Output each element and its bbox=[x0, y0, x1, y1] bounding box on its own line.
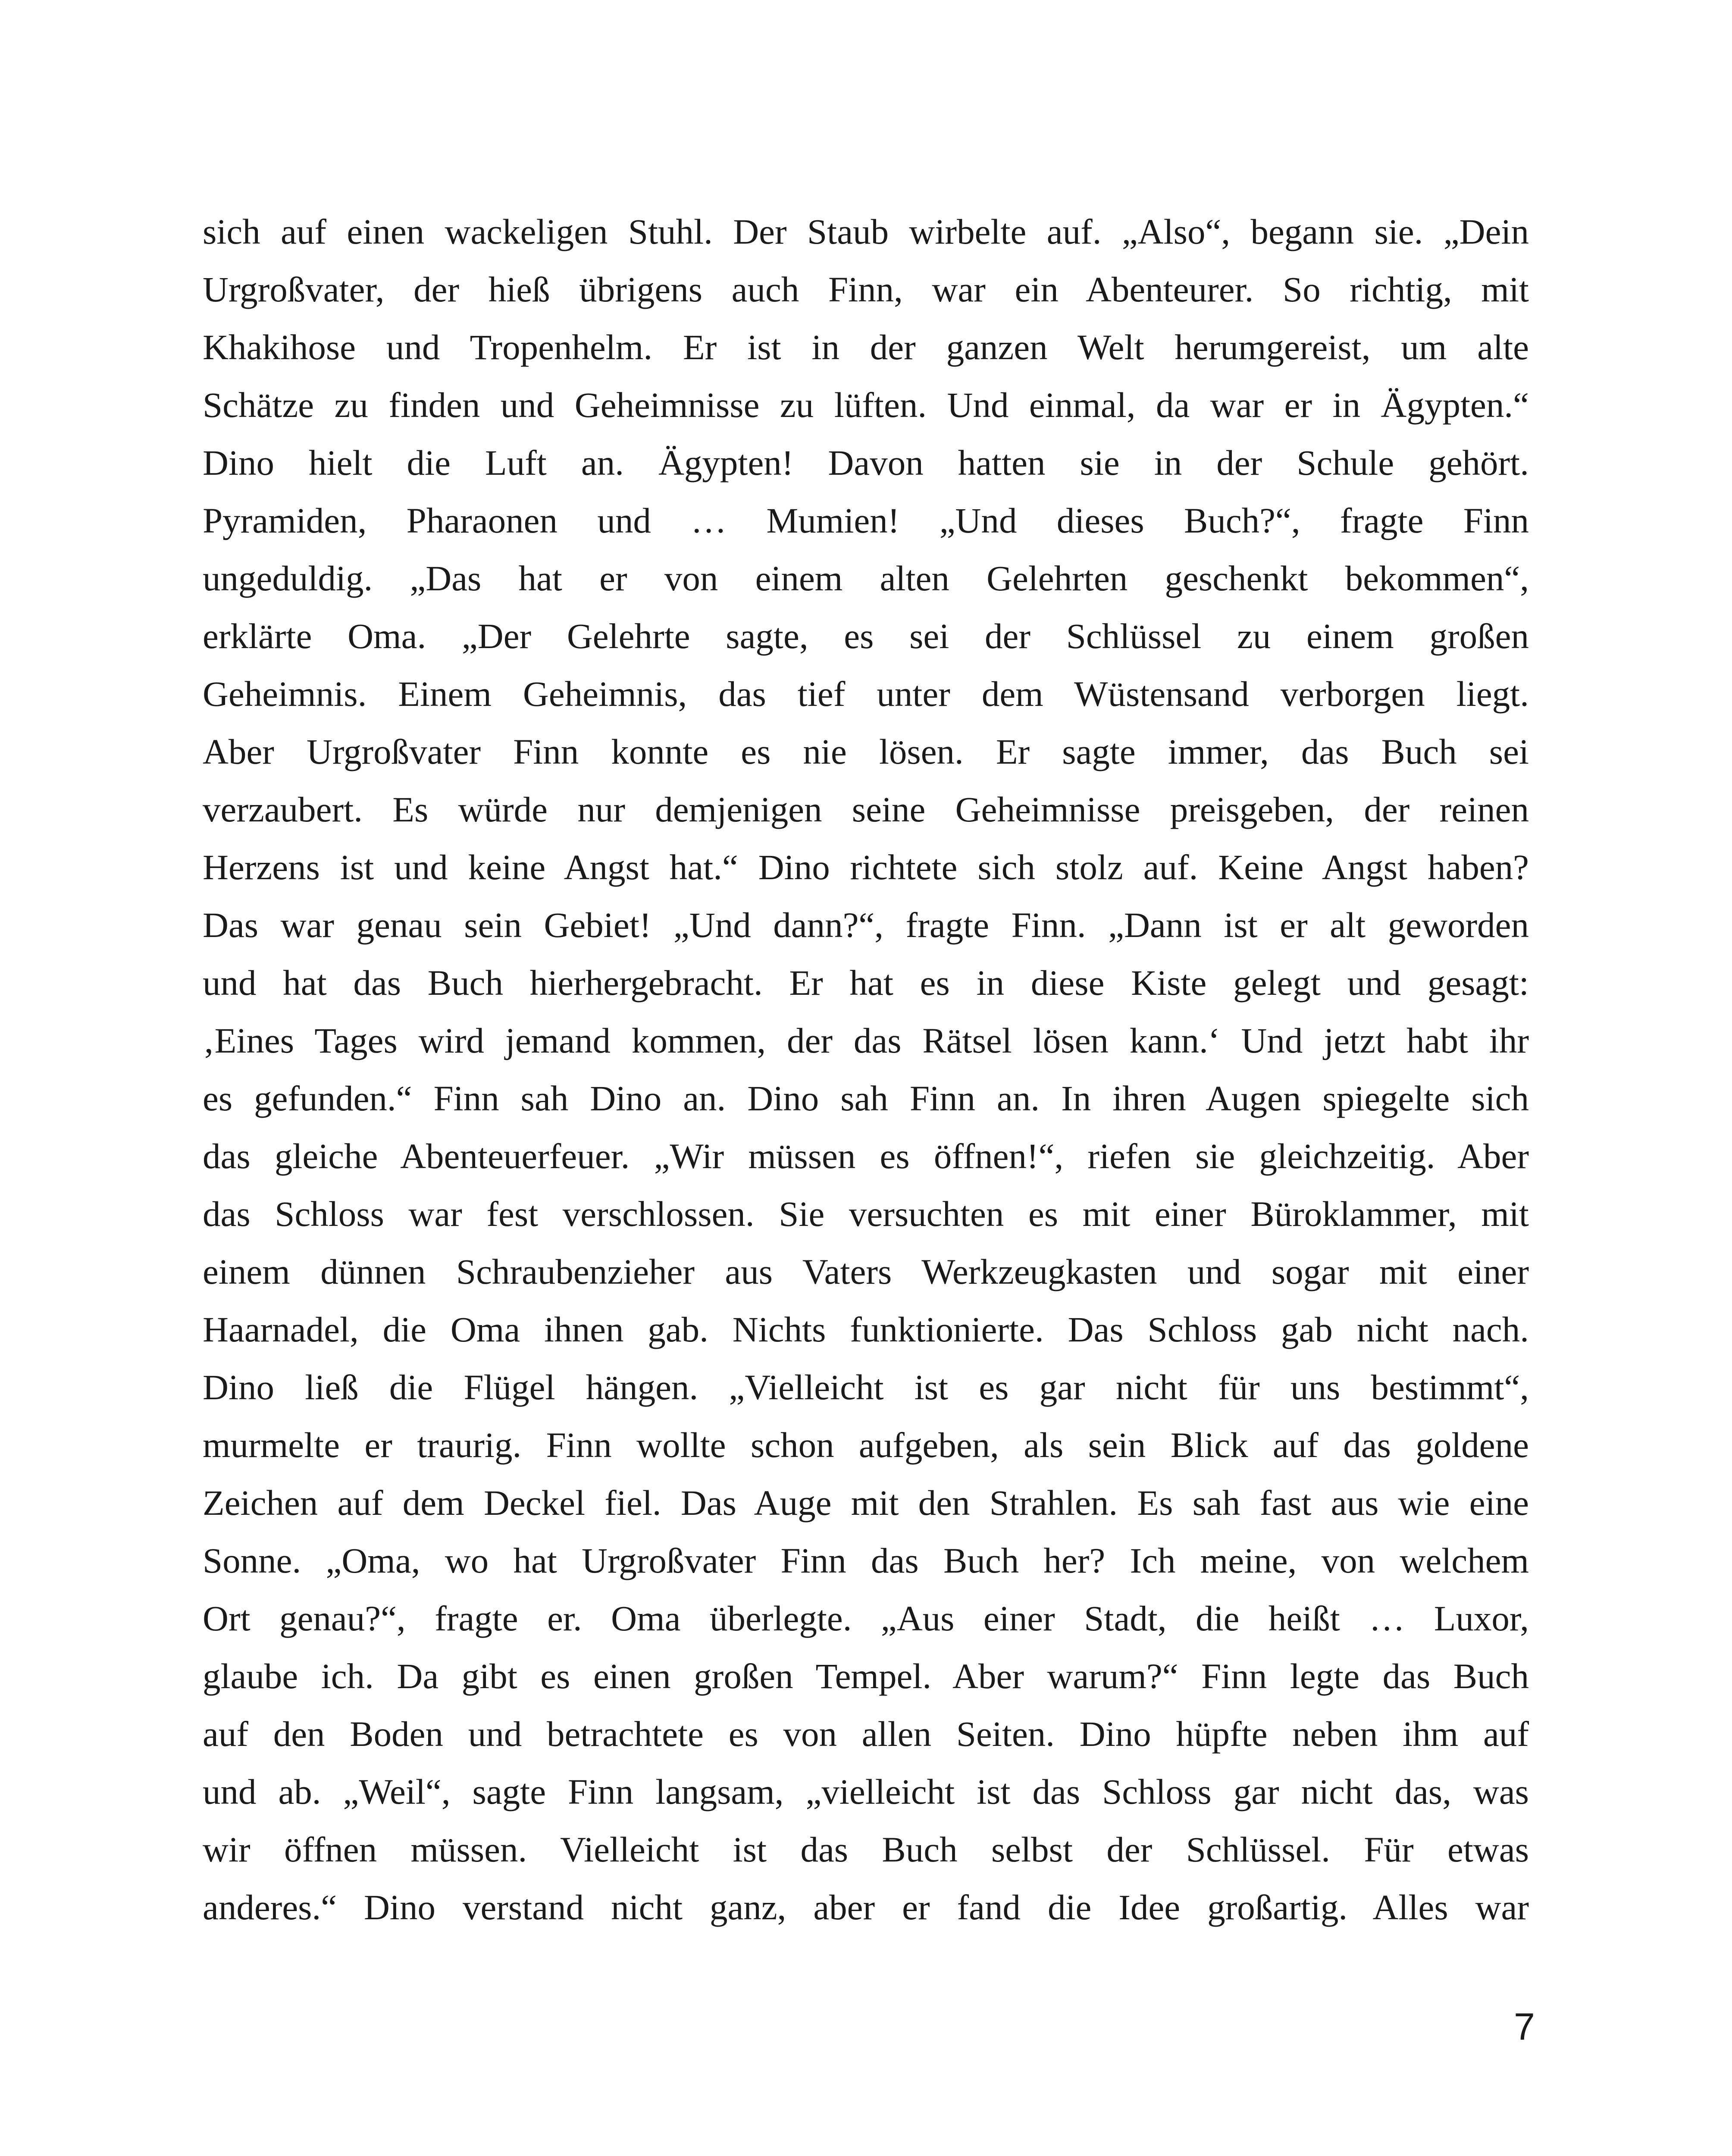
text-line: Schätze zu finden und Geheimnisse zu lüften. Und einmal, da war er in Ägypten.“ bbox=[203, 385, 1529, 425]
text-line: Pyramiden, Pharaonen und … Mumien! „Und dieses Buch?“, fragte Finn bbox=[203, 501, 1529, 540]
text-line: und ab. „Weil“, sagte Finn langsam, „vielleicht ist das Schloss gar nicht das, was bbox=[203, 1772, 1529, 1811]
text-line: ‚Eines Tages wird jemand kommen, der das Rätsel lösen kann.‘ Und jetzt habt ihr bbox=[203, 1021, 1529, 1060]
page-number: 7 bbox=[1514, 2005, 1535, 2048]
text-line: Dino ließ die Flügel hängen. „Vielleicht ist es gar nicht für uns bestimmt“, bbox=[203, 1367, 1529, 1407]
text-line: es gefunden.“ Finn sah Dino an. Dino sah Finn an. In ihren Augen spiegelte sich bbox=[203, 1078, 1529, 1118]
text-line: Khakihose und Tropenhelm. Er ist in der ganzen Welt herumgereist, um alte bbox=[203, 327, 1529, 367]
text-line: glaube ich. Da gibt es einen großen Tempel. Aber warum?“ Finn legte das Buch bbox=[203, 1656, 1529, 1696]
text-line: wir öffnen müssen. Vielleicht ist das Buch selbst der Schlüssel. Für etwas bbox=[203, 1830, 1529, 1869]
text-line: murmelte er traurig. Finn wollte schon aufgeben, als sein Blick auf das goldene bbox=[203, 1425, 1529, 1465]
text-line: Geheimnis. Einem Geheimnis, das tief unter dem Wüstensand verborgen liegt. bbox=[203, 674, 1529, 714]
text-line: auf den Boden und betrachtete es von allen Seiten. Dino hüpfte neben ihm auf bbox=[203, 1714, 1529, 1754]
text-line: das Schloss war fest verschlossen. Sie versuchten es mit einer Büroklammer, mit bbox=[203, 1194, 1529, 1234]
text-line: Urgroßvater, der hieß übrigens auch Finn, war ein Abenteurer. So richtig, mit bbox=[203, 270, 1529, 309]
text-line: Das war genau sein Gebiet! „Und dann?“, fragte Finn. „Dann ist er alt geworden bbox=[203, 905, 1529, 945]
text-line: Aber Urgroßvater Finn konnte es nie lösen. Er sagte immer, das Buch sei bbox=[203, 732, 1529, 771]
text-line: das gleiche Abenteuerfeuer. „Wir müssen es öffnen!“, riefen sie gleichzeitig. Aber bbox=[203, 1136, 1529, 1176]
text-line: anderes.“ Dino verstand nicht ganz, aber er fand die Idee großartig. Alles war bbox=[203, 1887, 1529, 1927]
text-line: und hat das Buch hierhergebracht. Er hat es in diese Kiste gelegt und gesagt: bbox=[203, 963, 1529, 1003]
body-text bbox=[203, 203, 1529, 1936]
text-line: Zeichen auf dem Deckel fiel. Das Auge mit den Strahlen. Es sah fast aus wie eine bbox=[203, 1483, 1529, 1523]
text-line: Sonne. „Oma, wo hat Urgroßvater Finn das Buch her? Ich meine, von welchem bbox=[203, 1541, 1529, 1580]
text-line: verzaubert. Es würde nur demjenigen seine Geheimnisse preisgeben, der reinen bbox=[203, 790, 1529, 829]
text-line: erklärte Oma. „Der Gelehrte sagte, es sei der Schlüssel zu einem großen bbox=[203, 616, 1529, 656]
text-line: Dino hielt die Luft an. Ägypten! Davon hatten sie in der Schule gehört. bbox=[203, 443, 1529, 483]
text-line: sich auf einen wackeligen Stuhl. Der Staub wirbelte auf. „Also“, begann sie. „Dein bbox=[203, 212, 1529, 251]
text-line: Ort genau?“, fragte er. Oma überlegte. „Aus einer Stadt, die heißt … Luxor, bbox=[203, 1598, 1529, 1638]
text-line: einem dünnen Schraubenzieher aus Vaters Werkzeugkasten und sogar mit einer bbox=[203, 1252, 1529, 1291]
text-line: Herzens ist und keine Angst hat.“ Dino richtete sich stolz auf. Keine Angst haben? bbox=[203, 847, 1529, 887]
text-line: ungeduldig. „Das hat er von einem alten Gelehrten geschenkt bekommen“, bbox=[203, 558, 1529, 598]
text-line: Haarnadel, die Oma ihnen gab. Nichts funktionierte. Das Schloss gab nicht nach. bbox=[203, 1310, 1529, 1349]
